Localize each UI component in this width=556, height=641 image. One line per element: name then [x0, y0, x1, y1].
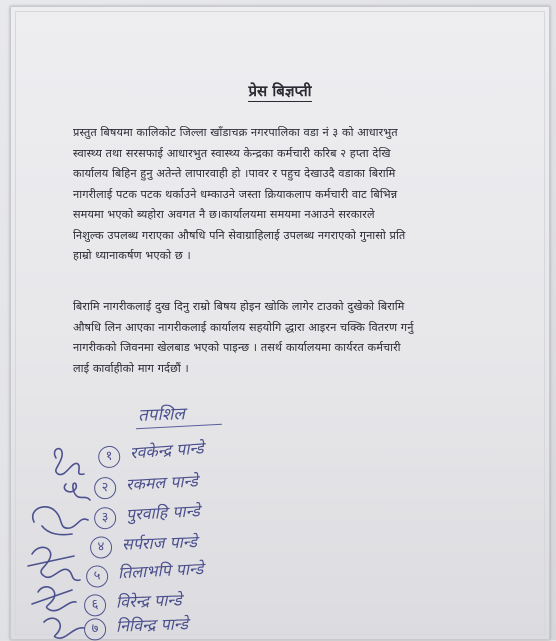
signature-scribbles	[14, 430, 124, 640]
entry-name: निविन्द्र पान्डे	[115, 614, 189, 636]
entry-number: ५	[86, 565, 109, 588]
paragraph-line: निशुल्क उपलब्ध गराएका औषधि पनि सेवाग्राहिलाई उपलब्ध नगराएको गुनासो प्रति	[73, 228, 406, 242]
paragraph-line: हाम्रो ध्यानाकर्षण भएको छ ।	[73, 249, 191, 262]
document-title	[11, 81, 549, 101]
paragraph-line: बिरामि नागरीकलाई दुख दिनु राम्रो बिषय होइन खोकि लागेर टाउको दुखेको बिरामि	[73, 300, 405, 313]
entry-name: तिलाभपि पान्डे	[117, 558, 204, 583]
entry-number: ३	[94, 507, 117, 530]
entry-name: सर्पराज पान्डे	[121, 532, 198, 554]
paragraph-2	[73, 297, 525, 379]
paragraph-line: स्वास्थ्य तथा सरसफाई आधारभुत स्वास्थ्य केन्द्रका कर्मचारी करिब २ हप्ता देखि	[73, 146, 391, 160]
entry-number: ७	[84, 618, 107, 641]
paragraph-1	[73, 123, 525, 267]
entry-number: २	[94, 477, 117, 500]
paragraph-line: प्रस्तुत बिषयमा कालिकोट जिल्ला खाँडाचक्र नगरपालिका वडा नं ३ को आधारभुत	[73, 126, 398, 139]
paragraph-line: समयमा भएको ब्यहोरा अवगत नै छ।कार्यालयमा समयमा नआउने सरकारले	[73, 208, 375, 221]
signature-3	[33, 507, 88, 535]
paragraph-line: औषधि लिन आएका नागरीकलाई कार्यालय सहयोगि द्धारा आइरन चक्कि वितरण गर्नु	[73, 320, 414, 334]
signature-4	[28, 547, 80, 580]
entry-number: ६	[84, 594, 107, 617]
paragraph-line: नागरीकको जिवनमा खेलबाड भएको पाइन्छ । तसर्थ कार्यालयमा कार्यरत कर्मचारी	[73, 341, 401, 354]
paragraph-line: कार्यालय बिहिन हुनु अतेन्ते लापारवाही हो ।पावर र पहुच देखाउदै वडाका बिरामि	[73, 167, 396, 180]
paragraph-line: लाई कार्वाहीको माग गर्दछौं ।	[73, 361, 189, 375]
entry-name: विरेन्द्र पान्डे	[115, 590, 182, 612]
entry-number: १	[97, 445, 120, 468]
entry-name: रवकेन्द्र पान्डे	[129, 438, 205, 463]
entry-name: रकमल पान्डे	[125, 471, 199, 495]
signature-5	[32, 587, 76, 611]
signature-1	[54, 449, 84, 475]
entry-number: ४	[90, 536, 113, 559]
entry-name: पुरवाहि पान्डे	[125, 501, 201, 525]
paragraph-line: नागरीलाई पटक पटक थर्काउने धम्काउने जस्ता क्रियाकलाप कर्मचारी वाट बिभिन्न	[73, 187, 398, 201]
handwritten-heading: तपशिल	[137, 404, 186, 426]
signature-2	[64, 483, 90, 500]
title-text: प्रेस बिज्ञप्ती	[248, 82, 312, 100]
signature-6	[44, 618, 84, 638]
